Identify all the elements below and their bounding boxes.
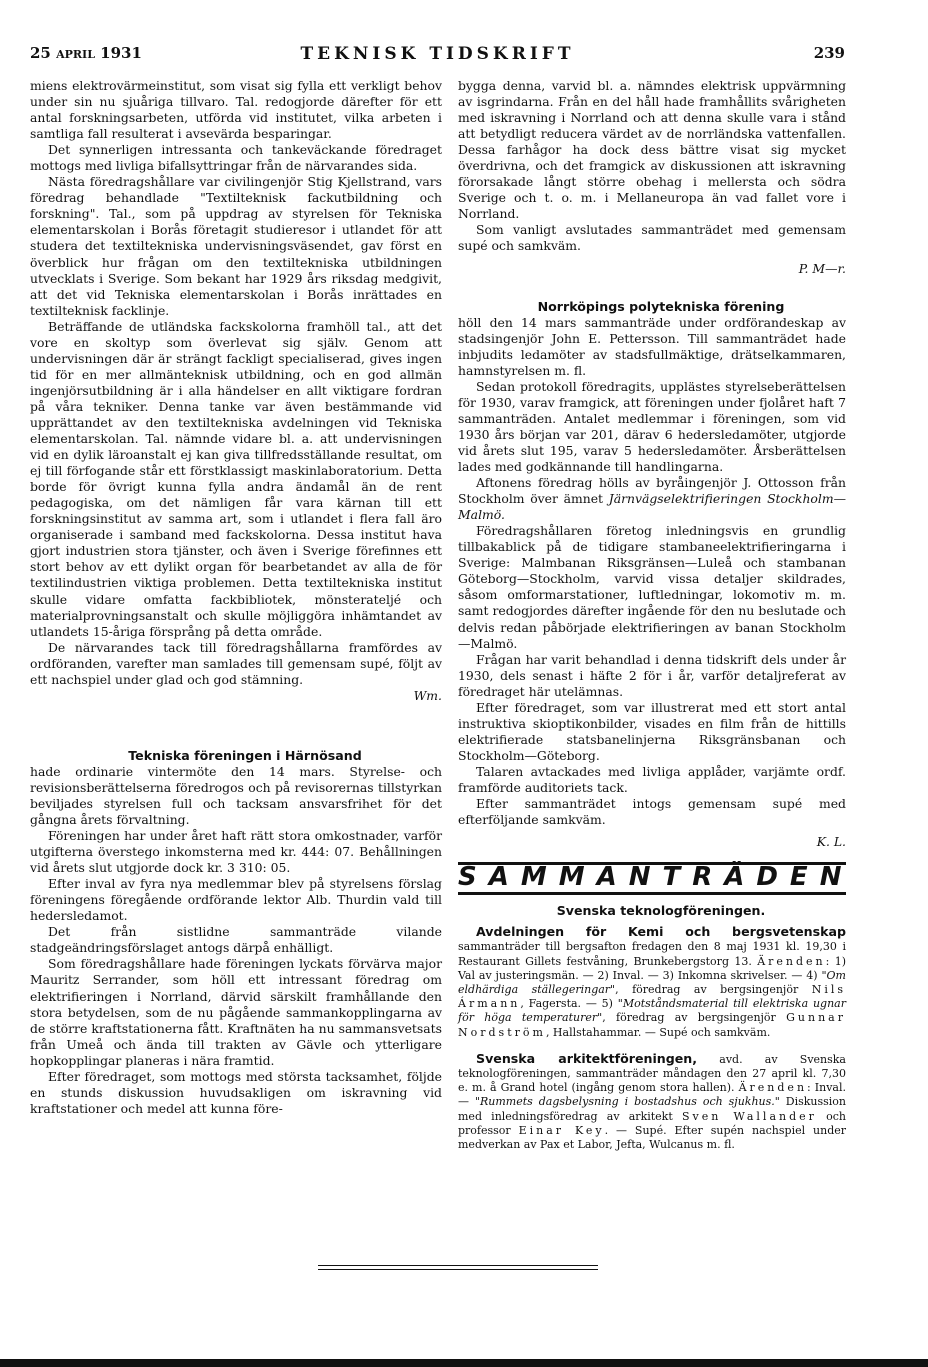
text: Ärenden	[738, 1081, 808, 1095]
lecture-title: Järnvägselektrifieringen Stockholm—Malmö.	[458, 491, 846, 523]
paragraph: Efter inval av fyra nya medlemmar blev på styrelsens förslag föreningens föregående ordförande lektor Alb. Thurdin vald till hedersledamot.	[30, 876, 442, 924]
paragraph: höll den 14 mars sammanträde under ordförandeskap av stadsingenjör John E. Pettersson. Till sammanträdet hade inbjudits ledamöter av stadsfullmäktige, drätselkammaren, hamnstyrelsen m. fl.	[458, 314, 846, 378]
page-header	[30, 44, 845, 66]
divider	[318, 1269, 598, 1273]
left-column	[30, 78, 442, 1117]
lecture-title: "Rummets dagsbelysning i bostadshus och sjukhus."	[474, 1095, 780, 1109]
text: : Inval. —	[458, 1081, 846, 1109]
lecture-title: "Motståndsmaterial till elektriska ugnar för höga temperaturer"	[458, 997, 846, 1025]
right-column	[458, 78, 854, 1152]
paragraph: Nästa föredragshållare var civilingenjör Stig Kjellstrand, vars föredrag behandlade "Textilteknisk fackutbildning och forskning". Tal., som på uppdrag av styrelsen för Tekniska elementarskolan i Borås företagit studieresor i utlandet för att studera det textiltekniska undervisningsväsendet, gav först en överblick hur frågan om den textiltekniska utbildningen utvecklats i Sverige. Som bekant har 1929 års riksdag medgivit, att det vid Tekniska elementarskolan i Borås inrättades en textilteknisk facklinje.	[30, 174, 442, 318]
date-month: APRIL	[56, 48, 95, 61]
text: , föredrag av bergsingenjör	[602, 1011, 787, 1025]
paragraph: Föredragshållaren företog inledningsvis en grundlig tillbakablick på de tidigare stambaneelektrifieringarna i Sverige: Malmbanan Riksgränsen—Luleå och stambanan Göteborg—Stockholm, varvid vissa detaljer skildrades, såsom omformarstationer, luftledningar, lokomotiv m. m. samt redogjordes därefter ingående för den nu beslutade och delvis redan påbörjade elektrifieringen av banan Stockholm—Malmö.	[458, 523, 846, 651]
text: Ärenden	[757, 954, 826, 968]
text: , föredrag av bergsingenjör	[615, 983, 812, 997]
text: , Hallstahammar. — Supé och samkväm.	[545, 1025, 771, 1039]
section-heading: Norrköpings polytekniska förening	[537, 298, 785, 314]
text: Aftonens föredrag hölls av byråingenjör J. Ottosson från Stockholm över ämnet	[458, 475, 846, 507]
text: sammanträder till bergsafton fredagen den 8 maj 1931 kl. 19,30 i Restaurant Gillets festvåning, Brunkebergstorg 13.	[458, 940, 846, 968]
announcement	[458, 925, 846, 1040]
signature: Wm.	[413, 687, 442, 703]
section-heading: Tekniska föreningen i Härnösand	[128, 747, 362, 763]
text: avd. av Svenska teknologföreningen, sammanträder måndagen den 27 april kl. 7,30 e. m. å Grand hotel (ingång genom stora hallen).	[458, 1052, 846, 1095]
section-heading: Svenska teknologföreningen.	[556, 903, 766, 919]
person-name: Sven Wallander	[681, 1109, 817, 1123]
announcement-lead: Avdelningen för Kemi och bergsvetenskap	[476, 924, 846, 940]
paragraph	[458, 475, 846, 523]
person-name: Einar Key	[518, 1123, 605, 1137]
text: : 1) Val av justeringsmän. — 2) Inval. — 3) Inkomna skrivelser. — 4)	[458, 954, 846, 982]
paragraph: Föreningen har under året haft rätt stora omkostnader, varför utgifterna överstego inkomsterna med kr. 444: 07. Behållningen vid årets slut utgjorde dock kr. 3 310: 05.	[30, 828, 442, 876]
paragraph: Som vanligt avslutades sammanträdet med gemensam supé och samkväm.	[458, 222, 846, 254]
signature: P. M—r.	[798, 260, 846, 276]
banner-title: SAMMANTRÄDEN	[458, 862, 854, 893]
paragraph: Frågan har varit behandlad i denna tidskrift dels under år 1930, dels senast i häfte 2 för i år, varför detaljreferat av föredraget här utelämnas.	[458, 651, 846, 699]
text: , Fagersta. — 5)	[520, 997, 618, 1011]
paragraph: miens elektrovärmeinstitut, som visat sig fylla ett verkligt behov under sin nu sjuåriga tillvaro. Tal. redogjorde därefter för ett antal forskningsarbeten, utförda vid institutet, vilka arbeten i samtliga fall resulterat i avsevärda besparingar.	[30, 78, 442, 142]
lecture-title: "Om eldhärdiga ställegeringar"	[458, 968, 846, 997]
paragraph: Som föredragshållare hade föreningen lyckats förvärva major Mauritz Serrander, som höll ett intressant föredrag om elektrifieringen i Norrland, därvid särskilt framhållande den stora betydelsen, som de nu pågående sammankopplingarna av de större kraftstationerna fått. Kraftnäten ha nu sammansvetsats från Umeå och ända till trakten av Gävle och ytterligare hopkopplingar planeras i nära framtid.	[30, 956, 442, 1068]
date-year: 1931	[100, 44, 142, 62]
text: och professor	[458, 1109, 846, 1137]
journal-title: TEKNISK TIDSKRIFT	[300, 44, 575, 64]
paragraph: Sedan protokoll föredragits, upplästes styrelseberättelsen för 1930, varav framgick, att föreningen under fjolåret haft 7 sammanträden. Antalet medlemmar i föreningen, som vid 1930 års början var 201, därav 6 hedersledamöter, utgjorde vid årets slut 195, varav 5 hedersledamöter. Årsberättelsen lades med godkännande till handlingarna.	[458, 378, 846, 475]
announcement-lead: Svenska arkitektföreningen,	[476, 1050, 698, 1066]
paragraph: Det synnerligen intressanta och tankeväckande föredraget mottogs med livliga bifallsyttringar från de närvarandes sida.	[30, 142, 442, 174]
signature: K. L.	[816, 834, 846, 850]
footer-rule	[318, 1265, 598, 1273]
person-name: Gunnar Nordström	[458, 1011, 846, 1039]
scan-edge	[0, 1359, 928, 1367]
announcement	[458, 1052, 846, 1152]
paragraph: Efter sammanträdet intogs gemensam supé med efterföljande samkväm.	[458, 796, 846, 828]
paragraph: De närvarandes tack till föredragshållarna framfördes av ordföranden, varefter man samlades till gemensam supé, följt av ett nachspiel under glad och god stämning.	[30, 639, 442, 687]
date-day: 25	[30, 44, 51, 62]
sammantraden-banner	[458, 862, 854, 895]
paragraph: Beträffande de utländska fackskolorna framhöll tal., att det vore en skoltyp som överlevat sig själv. Genom att undervisningen där är strängt fackligt specialiserad, gives ingen tid för en mer allmänteknisk utbildning, och en god allmän ingenjörsutbildning är i alla händelser en allt viktigare fordran på våra tekniker. Denna tanke var även bestämmande vid upprättandet av den textiltekniska avdelningen vid Tekniska elementarskolan. Tal. nämnde vidare bl. a. att undervisningen vid en dylik läroanstalt ej kan giva tillfredsställande resultat, om ej till förfogande står ett förstklassigt maskinlaboratorium. Detta borde för övrigt kunna fylla andra ändamål än de rent pedagogiska, om det nämligen får vara kärnan till ett forskningsinstitut av samma art, som i utlandet i flera fall äro organiserade i samband med fackskolorna. Dessa institut hava gjort industrien stora tjänster, och även i Sverige förefinnes ett stort behov av ett dylikt organ för bearbetandet av alla de för textilindustrien viktiga problemen. Detta textiltekniska institut skulle vidare omfatta fackbibliotek, mönsterateljé och materialprovningsanstalt och skulle möjliggöra inhämtandet av utlandets 15-åriga försprång på detta område.	[30, 318, 442, 639]
paragraph: bygga denna, varvid bl. a. nämndes elektrisk uppvärmning av isgrindarna. Från en del håll hade framhållits svårigheten med iskravning i Norrland och att denna skulle vara i stånd att betydligt reducera värdet av de norrländska vattenfallen. Dessa farhågor ha dock dess bättre visat sig mycket överdrivna, och det framgick av diskussionen att iskravning förorsakade långt större obehag i mellersta och södra Sverige och t. o. m. i Mellaneuropa än vad fallet vore i Norrland.	[458, 78, 846, 222]
person-name: Nils Ármann	[458, 983, 846, 1011]
paragraph: Efter föredraget, som mottogs med största tacksamhet, följde en stunds diskussion huvudsakligen om iskravning vid kraftstationer och medel att kunna före-	[30, 1068, 442, 1116]
page-number: 239	[813, 44, 845, 62]
paragraph: Efter föredraget, som var illustrerat med ett stort antal instruktiva skioptikonbilder, visades en film från de hittills elektrifierade statsbanelinjerna Riksgränsbanan och Stockholm—Göteborg.	[458, 699, 846, 763]
text: Diskussion med inledningsföredrag av arkitekt	[458, 1095, 847, 1123]
text: . — Supé. Efter supén nachspiel under medverkan av Pax et Labor, Jefta, Wulcanus m. fl.	[458, 1123, 847, 1152]
paragraph: Det från sistlidne sammanträde vilande stadgeändringsförslaget antogs därpå enhälligt.	[30, 924, 442, 956]
paragraph: Talaren avtackades med livliga applåder, varjämte ordf. framförde auditoriets tack.	[458, 763, 846, 795]
paragraph: hade ordinarie vintermöte den 14 mars. Styrelse- och revisionsberättelserna föredrogos och på revisorernas tillstyrkan beviljades styrelsen full och tacksam ansvarsfrihet för det gångna årets förvaltning.	[30, 763, 442, 828]
